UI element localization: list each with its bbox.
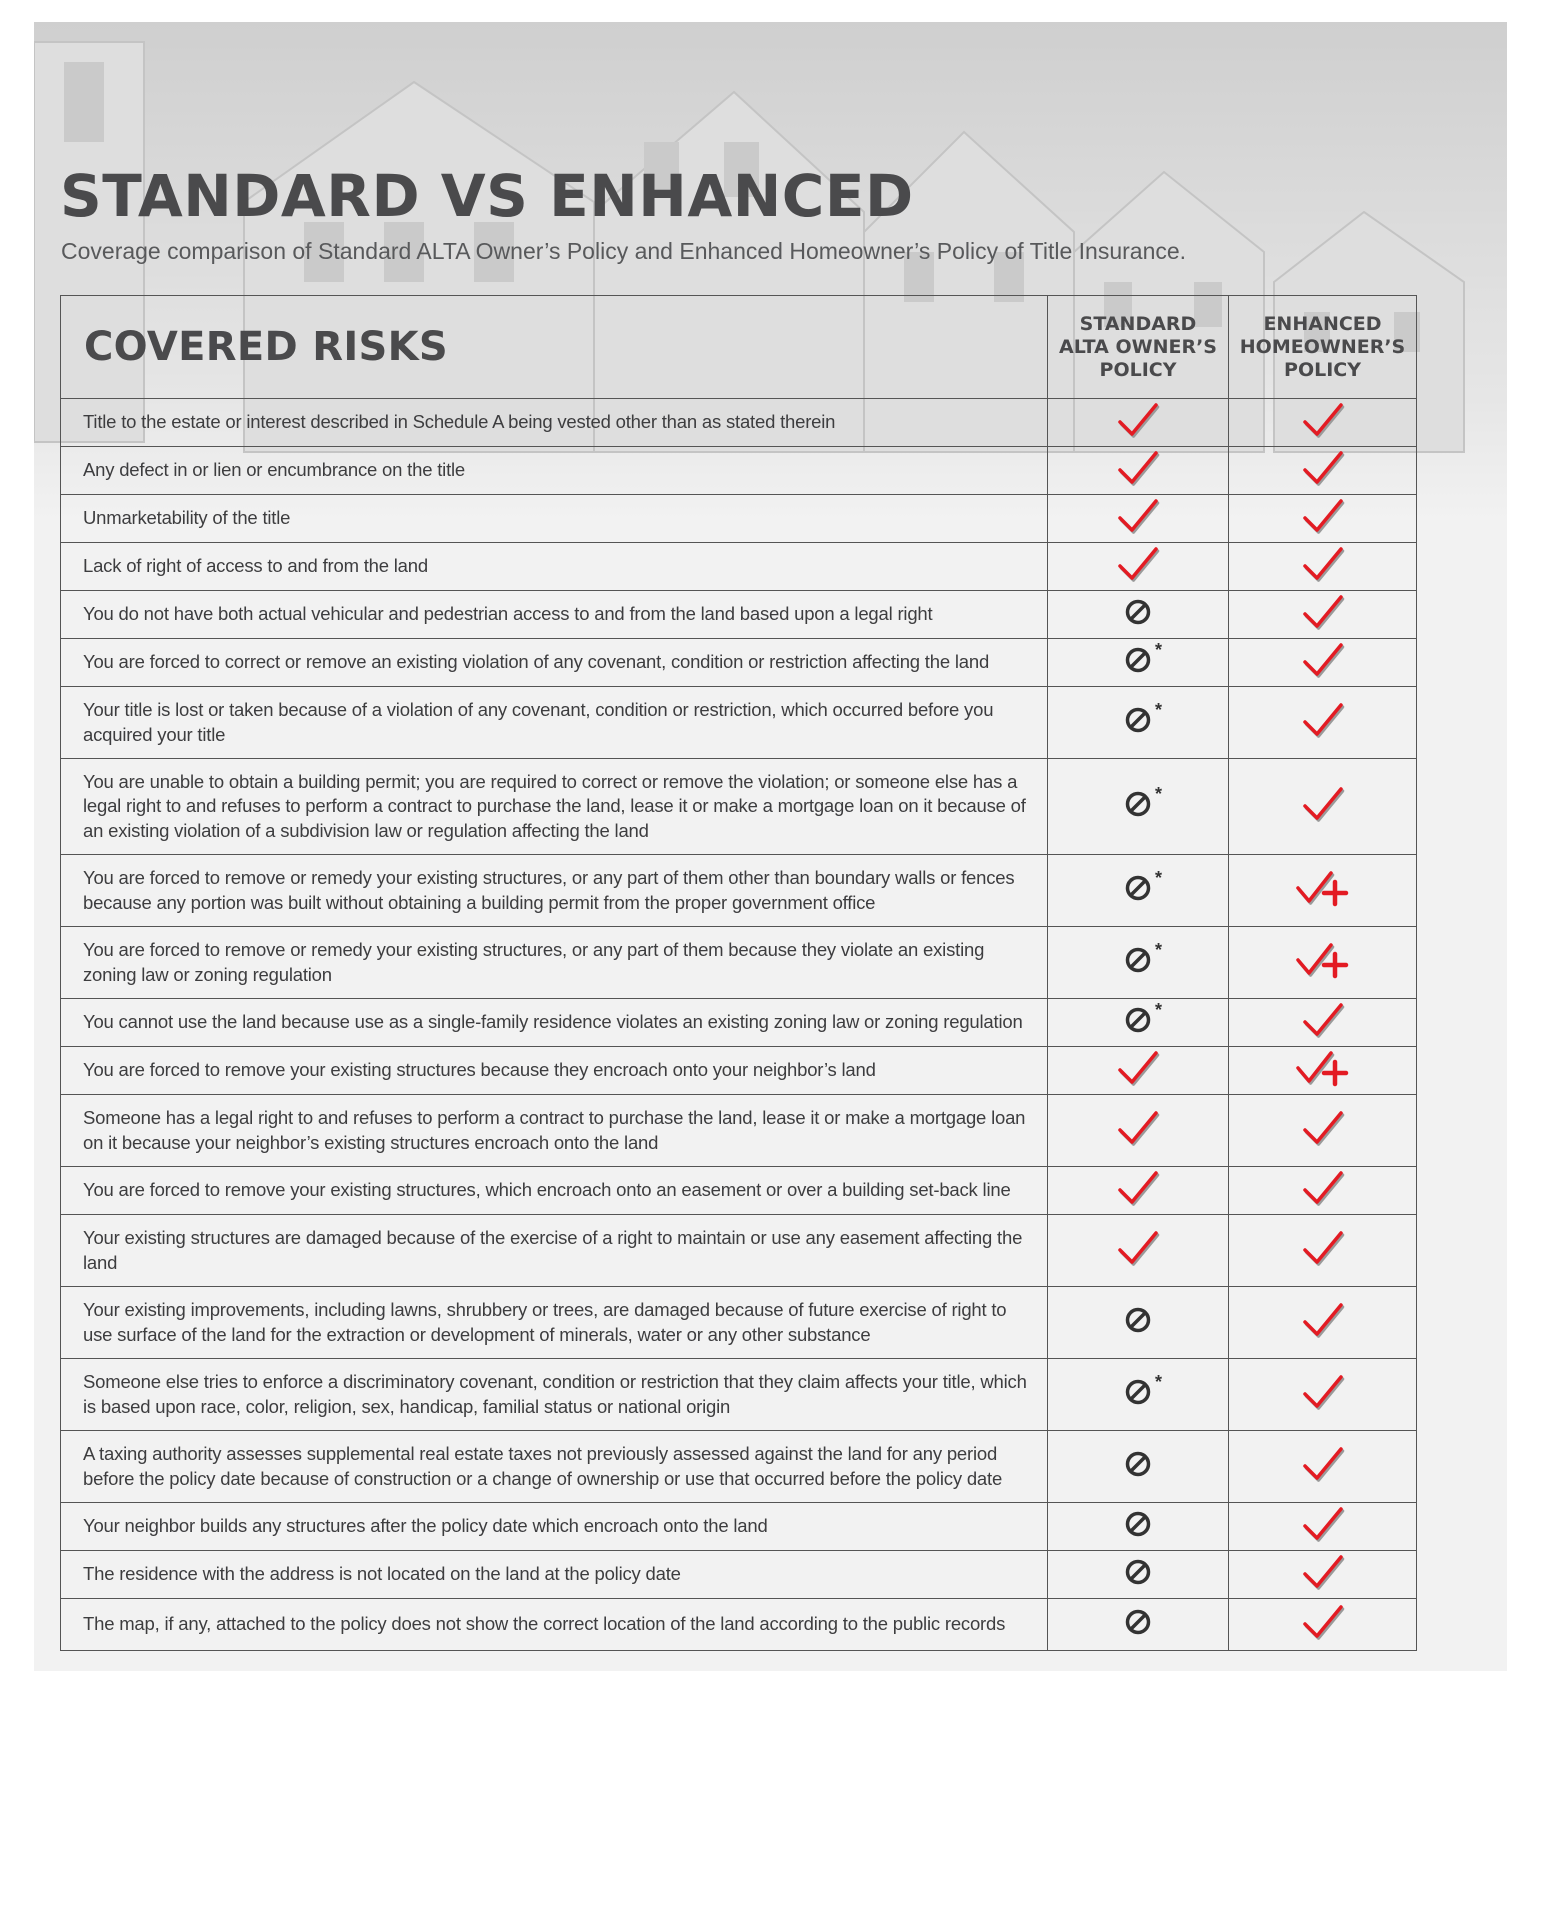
checkmark-plus-icon <box>1294 868 1352 913</box>
table-row <box>61 1599 1417 1651</box>
prohibited-icon <box>1124 598 1152 631</box>
standard-coverage-cell <box>1048 855 1229 927</box>
enhanced-coverage-cell <box>1229 1503 1417 1551</box>
covered-risks-header: COVERED RISKS <box>61 296 1048 399</box>
standard-coverage-cell <box>1048 687 1229 759</box>
checkmark-icon <box>1115 1048 1161 1093</box>
standard-coverage-cell <box>1048 639 1229 687</box>
standard-policy-header: STANDARD ALTA OWNER’S POLICY <box>1048 296 1229 399</box>
checkmark-icon <box>1300 1168 1346 1213</box>
standard-coverage-cell <box>1048 999 1229 1047</box>
table-row <box>61 687 1417 759</box>
checkmark-icon <box>1300 1108 1346 1153</box>
table-row <box>61 495 1417 543</box>
standard-coverage-cell <box>1048 1167 1229 1215</box>
risk-description: The residence with the address is not located on the land at the policy date <box>61 1551 1048 1599</box>
risk-description: You are forced to remove your existing structures because they encroach onto your neighbor’s land <box>61 1047 1048 1095</box>
enhanced-coverage-cell <box>1229 1431 1417 1503</box>
enhanced-coverage-cell <box>1229 543 1417 591</box>
risk-description: Title to the estate or interest described in Schedule A being vested other than as stated therein <box>61 399 1048 447</box>
checkmark-icon <box>1300 784 1346 829</box>
enhanced-coverage-cell <box>1229 399 1417 447</box>
risk-description: Someone has a legal right to and refuses to perform a contract to purchase the land, lease it or make a mortgage loan on it because your neighbor’s existing structures encroach onto the land <box>61 1095 1048 1167</box>
checkmark-icon <box>1300 448 1346 493</box>
standard-coverage-cell <box>1048 543 1229 591</box>
table-row <box>61 1359 1417 1431</box>
prohibited-asterisk-icon <box>1124 700 1163 739</box>
enhanced-coverage-cell <box>1229 759 1417 855</box>
risk-description: Your existing improvements, including lawns, shrubbery or trees, are damaged because of future exercise of right to use surface of the land for the extraction or development of minerals, water or any other substance <box>61 1287 1048 1359</box>
checkmark-icon <box>1300 1602 1346 1647</box>
standard-coverage-cell <box>1048 927 1229 999</box>
standard-coverage-cell <box>1048 447 1229 495</box>
checkmark-icon <box>1300 496 1346 541</box>
enhanced-coverage-cell <box>1229 999 1417 1047</box>
prohibited-asterisk-icon <box>1124 1000 1163 1039</box>
risk-description: You are forced to remove or remedy your existing structures, or any part of them other than boundary walls or fences because any portion was built without obtaining a building permit from the proper government office <box>61 855 1048 927</box>
standard-coverage-cell <box>1048 1503 1229 1551</box>
table-row <box>61 1431 1417 1503</box>
standard-coverage-cell <box>1048 1095 1229 1167</box>
risk-description: You cannot use the land because use as a single-family residence violates an existing zoning law or zoning regulation <box>61 999 1048 1047</box>
risk-description: Unmarketability of the title <box>61 495 1048 543</box>
prohibited-asterisk-icon <box>1124 640 1163 679</box>
table-row <box>61 447 1417 495</box>
risk-description: You are forced to correct or remove an existing violation of any covenant, condition or restriction affecting the land <box>61 639 1048 687</box>
risk-description: Your neighbor builds any structures after the policy date which encroach onto the land <box>61 1503 1048 1551</box>
checkmark-icon <box>1115 448 1161 493</box>
checkmark-icon <box>1300 1372 1346 1417</box>
table-row <box>61 543 1417 591</box>
enhanced-coverage-cell <box>1229 1551 1417 1599</box>
checkmark-icon <box>1300 400 1346 445</box>
checkmark-icon <box>1300 700 1346 745</box>
enhanced-coverage-cell <box>1229 447 1417 495</box>
standard-coverage-cell <box>1048 1215 1229 1287</box>
asterisk-note: * <box>1155 700 1163 720</box>
enhanced-coverage-cell <box>1229 1215 1417 1287</box>
enhanced-coverage-cell <box>1229 1167 1417 1215</box>
enhanced-coverage-cell <box>1229 1359 1417 1431</box>
risk-description: You are forced to remove or remedy your existing structures, or any part of them because they violate an existing zoning law or zoning regulation <box>61 927 1048 999</box>
prohibited-icon <box>1124 1510 1152 1543</box>
table-row <box>61 999 1417 1047</box>
checkmark-icon <box>1300 1552 1346 1597</box>
standard-coverage-cell <box>1048 1047 1229 1095</box>
asterisk-note: * <box>1155 1000 1163 1020</box>
checkmark-icon <box>1300 640 1346 685</box>
prohibited-asterisk-icon <box>1124 784 1163 823</box>
risk-description: Someone else tries to enforce a discriminatory covenant, condition or restriction that they claim affects your title, which is based upon race, color, religion, sex, handicap, familial status or national origin <box>61 1359 1048 1431</box>
checkmark-icon <box>1115 544 1161 589</box>
enhanced-coverage-cell <box>1229 1095 1417 1167</box>
enhanced-coverage-cell <box>1229 591 1417 639</box>
risk-description: Your title is lost or taken because of a violation of any covenant, condition or restriction, which occurred before you acquired your title <box>61 687 1048 759</box>
checkmark-icon <box>1300 592 1346 637</box>
table-row <box>61 855 1417 927</box>
checkmark-icon <box>1115 496 1161 541</box>
risk-description: Your existing structures are damaged because of the exercise of a right to maintain or use any easement affecting the land <box>61 1215 1048 1287</box>
checkmark-icon <box>1115 1168 1161 1213</box>
standard-coverage-cell <box>1048 495 1229 543</box>
table-row <box>61 591 1417 639</box>
risk-description: The map, if any, attached to the policy does not show the correct location of the land according to the public records <box>61 1599 1048 1651</box>
enhanced-coverage-cell <box>1229 639 1417 687</box>
page-panel <box>34 22 1507 1671</box>
standard-coverage-cell <box>1048 759 1229 855</box>
standard-coverage-cell <box>1048 1359 1229 1431</box>
checkmark-icon <box>1300 1228 1346 1273</box>
prohibited-asterisk-icon <box>1124 868 1163 907</box>
checkmark-icon <box>1115 400 1161 445</box>
checkmark-icon <box>1300 1000 1346 1045</box>
asterisk-note: * <box>1155 940 1163 960</box>
enhanced-coverage-cell <box>1229 855 1417 927</box>
risk-description: Any defect in or lien or encumbrance on the title <box>61 447 1048 495</box>
table-row <box>61 1551 1417 1599</box>
checkmark-plus-icon <box>1294 1048 1352 1093</box>
table-row <box>61 927 1417 999</box>
page-subtitle: Coverage comparison of Standard ALTA Owner’s Policy and Enhanced Homeowner’s Policy of Title Insurance. <box>61 238 1187 264</box>
enhanced-coverage-cell <box>1229 1047 1417 1095</box>
table-row <box>61 1047 1417 1095</box>
table-header-row <box>61 296 1417 399</box>
prohibited-icon <box>1124 1306 1152 1339</box>
enhanced-coverage-cell <box>1229 1599 1417 1651</box>
prohibited-asterisk-icon <box>1124 1372 1163 1411</box>
risk-description: Lack of right of access to and from the land <box>61 543 1048 591</box>
checkmark-icon <box>1300 544 1346 589</box>
table-row <box>61 1503 1417 1551</box>
prohibited-asterisk-icon <box>1124 940 1163 979</box>
enhanced-coverage-cell <box>1229 687 1417 759</box>
standard-coverage-cell <box>1048 1551 1229 1599</box>
enhanced-coverage-cell <box>1229 927 1417 999</box>
asterisk-note: * <box>1155 784 1163 804</box>
checkmark-icon <box>1300 1444 1346 1489</box>
table-row <box>61 399 1417 447</box>
risk-description: A taxing authority assesses supplemental real estate taxes not previously assessed against the land for any period before the policy date because of construction or a change of ownership or use that occurred before the policy date <box>61 1431 1048 1503</box>
standard-coverage-cell <box>1048 591 1229 639</box>
standard-coverage-cell <box>1048 1599 1229 1651</box>
prohibited-icon <box>1124 1608 1152 1641</box>
coverage-table <box>60 295 1417 1651</box>
checkmark-plus-icon <box>1294 940 1352 985</box>
risk-description: You are unable to obtain a building permit; you are required to correct or remove the violation; or someone else has a legal right to and refuses to perform a contract to purchase the land, lease it or make a mortgage loan on it because of an existing violation of a subdivision law or regulation affecting the land <box>61 759 1048 855</box>
asterisk-note: * <box>1155 1372 1163 1392</box>
table-row <box>61 1095 1417 1167</box>
table-row <box>61 759 1417 855</box>
enhanced-policy-header: ENHANCED HOMEOWNER’S POLICY <box>1229 296 1417 399</box>
risk-description: You are forced to remove your existing structures, which encroach onto an easement or over a building set-back line <box>61 1167 1048 1215</box>
prohibited-icon <box>1124 1558 1152 1591</box>
checkmark-icon <box>1115 1108 1161 1153</box>
page-title: STANDARD VS ENHANCED <box>60 162 914 230</box>
standard-coverage-cell <box>1048 1287 1229 1359</box>
standard-coverage-cell <box>1048 1431 1229 1503</box>
risk-description: You do not have both actual vehicular and pedestrian access to and from the land based upon a legal right <box>61 591 1048 639</box>
checkmark-icon <box>1115 1228 1161 1273</box>
standard-coverage-cell <box>1048 399 1229 447</box>
table-row <box>61 1167 1417 1215</box>
checkmark-icon <box>1300 1504 1346 1549</box>
asterisk-note: * <box>1155 868 1163 888</box>
enhanced-coverage-cell <box>1229 1287 1417 1359</box>
checkmark-icon <box>1300 1300 1346 1345</box>
asterisk-note: * <box>1155 640 1163 660</box>
enhanced-coverage-cell <box>1229 495 1417 543</box>
table-row <box>61 1215 1417 1287</box>
prohibited-icon <box>1124 1450 1152 1483</box>
table-row <box>61 1287 1417 1359</box>
table-row <box>61 639 1417 687</box>
